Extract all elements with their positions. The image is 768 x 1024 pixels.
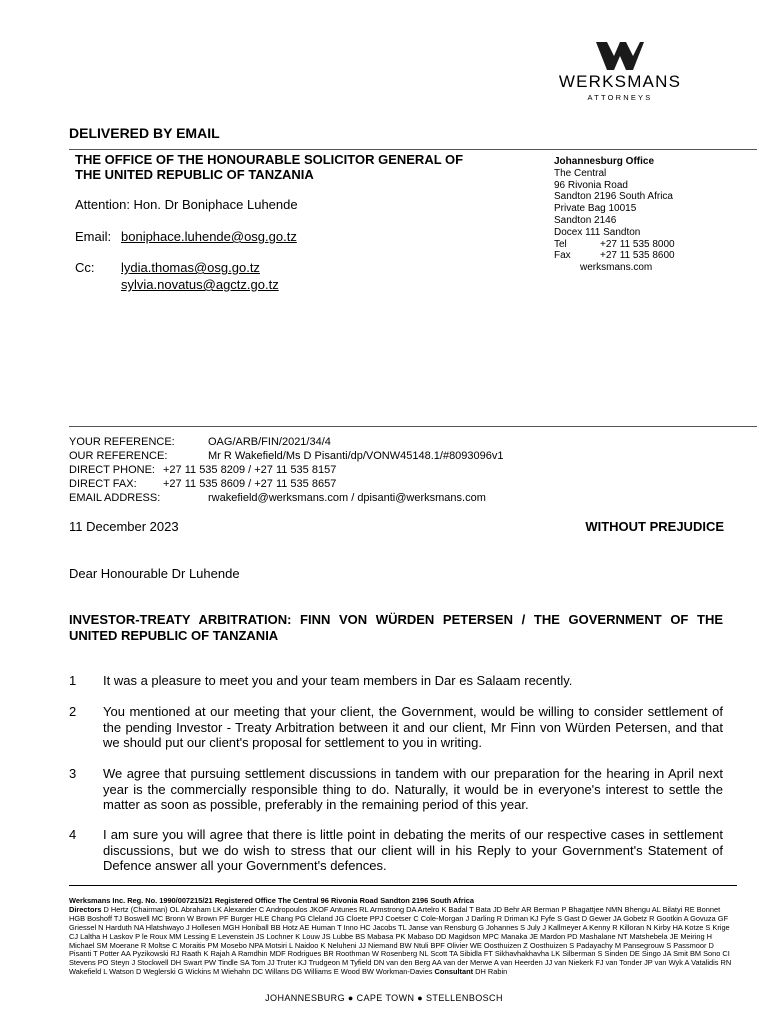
consultant: DH Rabin [475,967,508,977]
subject-heading: INVESTOR-TREATY ARBITRATION: FINN VON WÜRDEN PETERSEN / THE GOVERNMENT OF THE UNITED REPUBLIC OF TANZANIA [69,612,723,643]
logo-brand: WERKSMANS [558,72,682,91]
logo-sub: ATTORNEYS [587,93,653,102]
office-line: 96 Rivonia Road [554,179,628,191]
email-address-label: EMAIL ADDRESS: [69,492,161,504]
attention-line: Attention: Hon. Dr Boniphace Luhende [75,197,298,212]
werksmans-logo [558,42,682,102]
werksmans-logo-mark-icon [596,42,644,70]
office-tel: +27 11 535 8000 [600,238,675,250]
cc-link-1[interactable]: lydia.thomas@osg.go.tz [121,260,260,275]
paragraph-text: You mentioned at our meeting that your client, the Government, would be willing to consider settlement of the pending Investor - Treaty Arbitration between it and our client, Mr Finn von Würden Petersen, and that we should put our client's proposal for settlement to you in writing. [103,704,723,750]
directors-label: Directors [69,904,102,914]
header-rule [69,149,757,150]
your-reference-label: YOUR REFERENCE: [69,436,175,448]
consultant-label: Consultant [434,967,474,977]
references-rule [69,426,757,427]
email-link[interactable]: boniphace.luhende@osg.go.tz [121,229,297,244]
direct-fax: +27 11 535 8609 / +27 11 535 8657 [163,478,337,490]
paragraph-3 [69,766,723,813]
office-tel-row [554,239,675,251]
paragraph-1 [69,673,723,689]
paragraph-number: 4 [69,827,77,842]
recipient-line-2: THE UNITED REPUBLIC OF TANZANIA [75,167,314,182]
office-line: Docex 111 Sandton [554,226,641,238]
paragraph-text: We agree that pursuing settlement discussions in tandem with our preparation for the hearing in April next year is the commercially responsible thing to do. Naturally, it would be in everyone's interest to settle the matter as soon as possible, preferably in the remaining period of this year. [103,766,723,812]
direct-phone-label: DIRECT PHONE: [69,464,155,476]
cc-link-2[interactable]: sylvia.novatus@agctz.go.tz [121,277,279,292]
cc-label: Cc: [75,260,95,275]
office-title: Johannesburg Office [554,156,655,167]
our-reference-label: OUR REFERENCE: [69,450,168,462]
paragraph-number: 3 [69,766,77,781]
office-fax-label: Fax [554,250,571,262]
office-tel-label: Tel [554,238,567,250]
office-line: Sandton 2146 [554,214,617,226]
paragraph-4 [69,827,723,874]
salutation: Dear Honourable Dr Luhende [69,566,240,581]
without-prejudice: WITHOUT PREJUDICE [585,519,724,534]
email-address: rwakefield@werksmans.com / dpisanti@werksmans.com [208,492,486,504]
footer-legal [69,897,733,977]
directors-list: D Hertz (Chairman) OL Abraham LK Alexander C Andropoulos JKOF Antunes RL Armstrong DA Artelro K Badal T Bata JD Behr AR Berman P Bhagattjee NMN Bhengu AL Bilatyi RE Bonnet HGB Boshoff TJ Boswell MC Bronn W Brown PF Burger HLE Chang PG Cleland JG Cloete PPJ Coetser C Cole-Morgan J Darling R Driman KJ Fyfe S Gast D Gewer JA Gobetz R Gootkin A Govuza GF Griessel N Harduth NA Hlatshwayo J Hollesen MGH Honiball BB Hotz AE Human T Inno HC Jacobs TL Janse van Rensburg G Johannes S July J Kallmeyer A Kenny R Killoran N Kirby HA Kotze S Krige CJ Laltha H Laskov P le Roux MM Lessing E Levenstein JS Lochner K Louw JS Lubbe BS Mabasa PK Mabaso DD Magidson MPC Manaka JE Mardon PD Mashalane NT Matshebela JE Meiring H Michael SM Moerane R Moltse C Moraitis PM Mosebo NPA Motsiri L Naidoo K Neluheni JJ Niemand BW Ntuli BPF Olivier WE Oosthuizen Z Oosthuizen S Padayachy M Pansegrouw S Passmoor D Pisanti T Potter AA Pyzikowski RJ Raath K Rajah A Ramdhin MDF Rodrigues BR Roothman W Rosenberg NL Scott TA Sibidla FT Sikhavhakhavha LK Silberman S Sinden DE Singo JA Smit BM Sono CI Stevens PO Steyn J Stockwell DH Swart PW Tindle SA Tom JJ Truter KJ Trudgeon M Tyfield DN van den Berg AA van der Merwe A van Heerden JJ van Niekerk FJ van Tonder JP van Wyk A Vatalidis RN Wakefield L Watson D Weglerski G Wickins M Wiehahn DC Willans DG Williams E Wood BW Workman-Davies [69,904,732,977]
recipient-name [75,152,515,182]
office-line: The Central [554,167,607,179]
footer-cities: JOHANNESBURG ● CAPE TOWN ● STELLENBOSCH [265,993,503,1003]
office-fax: +27 11 535 8600 [600,250,675,262]
letter-date: 11 December 2023 [69,519,179,534]
footer-rule [69,885,737,886]
office-web[interactable]: werksmans.com [580,262,653,274]
email-label: Email: [75,229,112,244]
paragraph-text: I am sure you will agree that there is little point in debating the merits of our respective cases in settlement discussions, but we do wish to stress that our client will in his Reply to your Government's Statement of Defence answer all your Government's defences. [103,827,723,873]
office-address [554,156,675,274]
footer-directors [69,906,733,977]
delivered-by-email: DELIVERED BY EMAIL [69,125,220,141]
footer-registration: Werksmans Inc. Reg. No. 1990/007215/21 Registered Office The Central 96 Rivonia Road Sandton 2196 South Africa [69,896,474,905]
our-reference: Mr R Wakefield/Ms D Pisanti/dp/VONW45148.1/#8093096v1 [208,450,504,462]
recipient-line-1: THE OFFICE OF THE HONOURABLE SOLICITOR GENERAL OF [75,152,464,167]
office-line: Sandton 2196 South Africa [554,191,673,203]
office-line: Private Bag 10015 [554,203,637,215]
paragraph-text: It was a pleasure to meet you and your team members in Dar es Salaam recently. [103,673,573,688]
paragraph-number: 2 [69,704,77,719]
direct-fax-label: DIRECT FAX: [69,478,137,490]
direct-phone: +27 11 535 8209 / +27 11 535 8157 [163,464,337,476]
paragraph-number: 1 [69,673,77,688]
paragraph-2 [69,704,723,751]
office-fax-row [554,250,675,262]
your-reference: OAG/ARB/FIN/2021/34/4 [208,436,331,448]
